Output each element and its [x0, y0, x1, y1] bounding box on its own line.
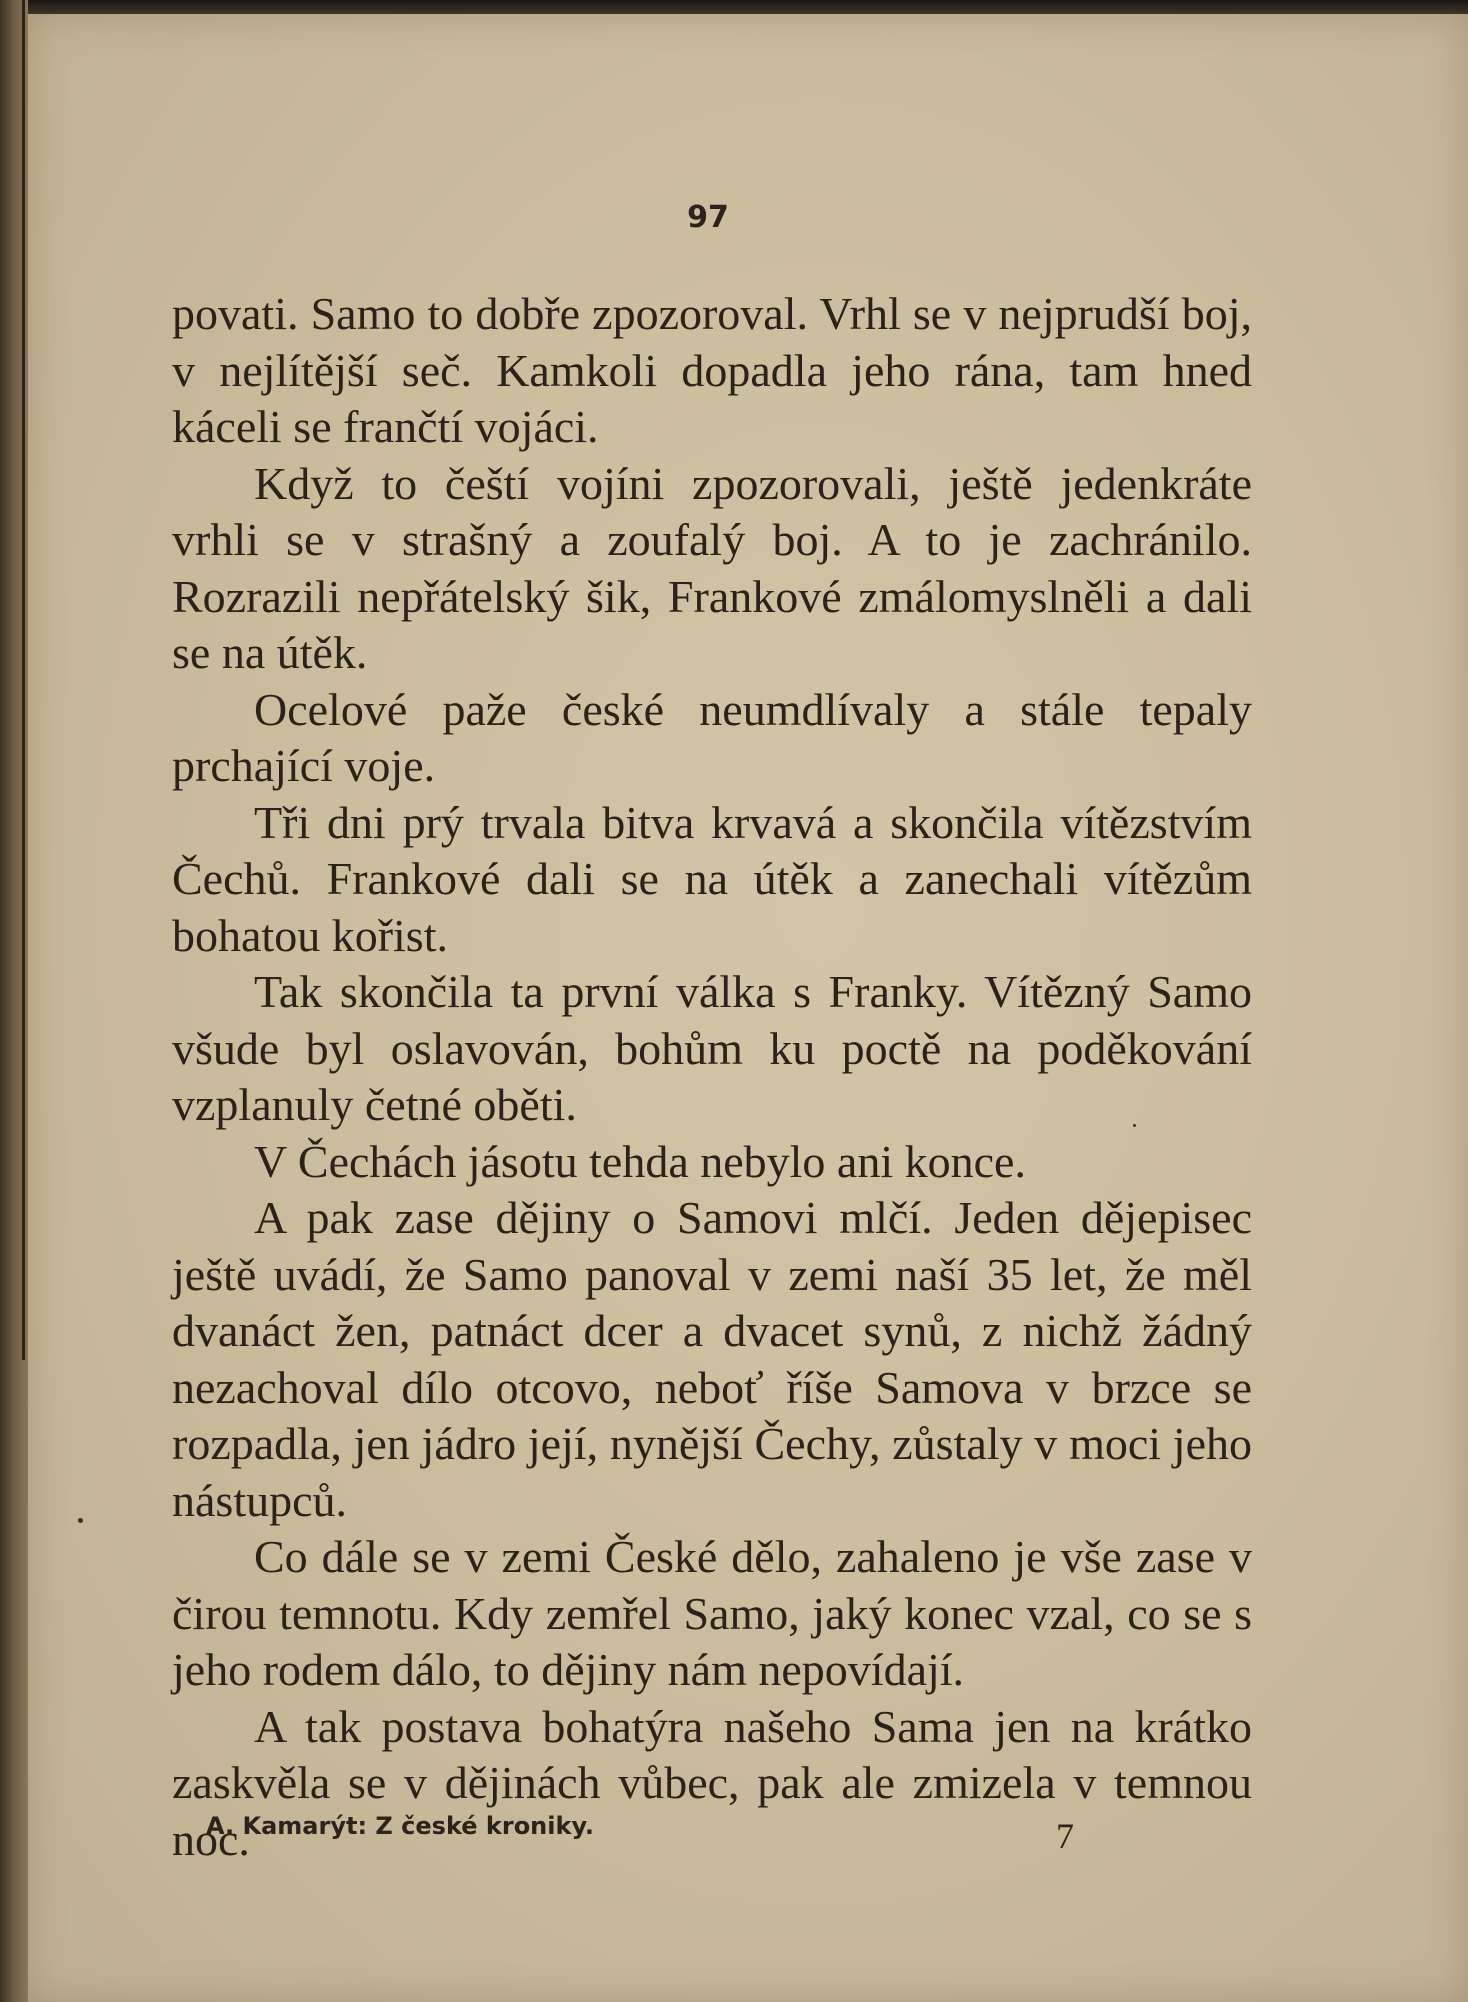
- paragraph: V Čechách jásotu tehda nebylo ani konce.: [254, 1135, 1026, 1187]
- signature-mark: 7: [1056, 1816, 1074, 1856]
- paragraph: povati. Samo to dobře zpozoroval. Vrhl se v nejprudší boj, v nejlítější seč. Kamkoli dopadla jeho rána, tam hned káceli se frančtí vojáci.: [172, 288, 1252, 452]
- gutter-line: [22, 0, 25, 1360]
- ink-speck: [78, 1518, 83, 1523]
- paragraph: Ocelové paže české neumdlívaly a stále tepaly prchající voje.: [172, 683, 1252, 791]
- paragraph: Tak skončila ta první válka s Franky. Vítězný Samo všude byl oslavován, bohům ku poctě na poděkování vzplanuly četné oběti.: [172, 966, 1252, 1130]
- body-text: [172, 286, 1252, 1868]
- paragraph: A pak zase dějiny o Samovi mlčí. Jeden dějepisec ještě uvádí, že Samo panoval v zemi naší 35 let, že měl dvanáct žen, patnáct dcer a dvacet synů, z nichž žádný nezachoval dílo otcovo, neboť říše Samova v brzce se rozpadla, jen jádro její, nynější Čechy, zůstaly v moci jeho nástupců.: [172, 1192, 1252, 1526]
- paragraph: Co dále se v zemi České dělo, zahaleno je vše zase v čirou temnotu. Kdy zemřel Samo, jaký konec vzal, co se s jeho rodem dálo, to dějiny nám nepovídají.: [172, 1531, 1252, 1695]
- top-edge: [0, 0, 1468, 14]
- binding-gutter: [0, 0, 28, 2002]
- footer-source: A. Kamarýt: Z české kroniky.: [206, 1812, 595, 1840]
- paragraph: Tři dni prý trvala bitva krvavá a skončila vítězstvím Čechů. Frankové dali se na útěk a zanechali vítězům bohatou kořist.: [172, 796, 1252, 961]
- ink-speck: [1133, 1124, 1136, 1127]
- paragraph: A tak postava bohatýra našeho Sama jen na krátko zaskvěla se v dějinách vůbec, pak ale zmizela v temnou noc.: [172, 1700, 1252, 1865]
- page-number: 97: [687, 200, 729, 235]
- paragraph: Když to čeští vojíni zpozorovali, ještě jedenkráte vrhli se v strašný a zoufalý boj. A to je zachránilo. Rozrazili nepřátelský šik, Frankové zmálomyslněli a dali se na útěk.: [172, 457, 1252, 678]
